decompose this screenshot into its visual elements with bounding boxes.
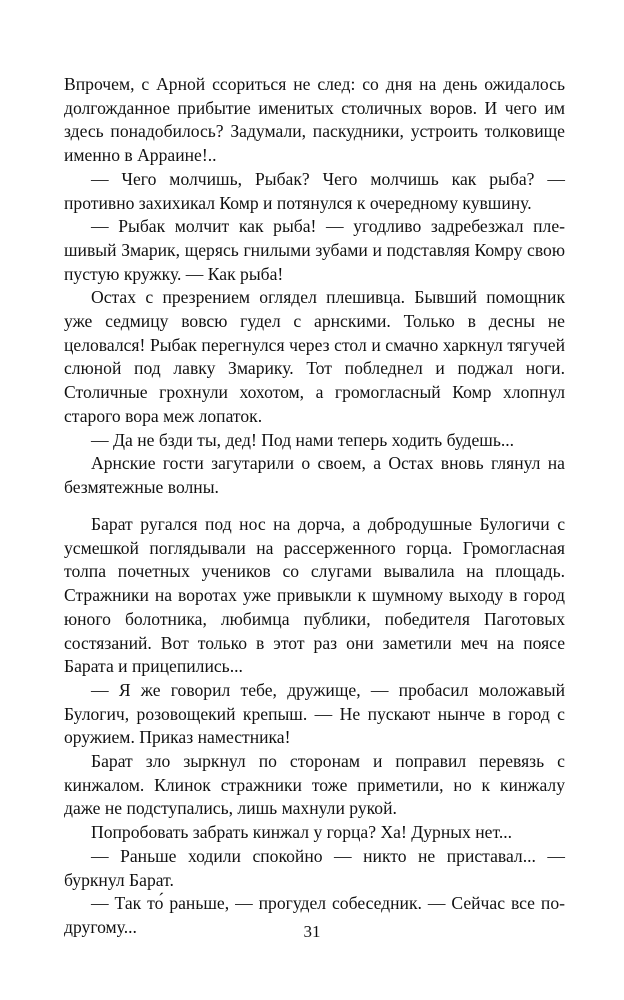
paragraph: — Да не бзди ты, дед! Под нами теперь ходить будешь... (91, 429, 515, 450)
text-section-1 (64, 73, 565, 500)
text-section-2 (64, 513, 565, 940)
paragraph: Барат зло зыркнул по сторонам и поправил перевязь с кинжалом. Клинок стражники тоже приметили, но к кинжалу даже не подступались, лишь махнули рукой. (64, 751, 565, 819)
paragraph: Арнские гости загутарили о своем, а Остах вновь глянул на безмятежные волны. (64, 453, 565, 497)
paragraph: — Так то́ раньше, — прогудел собеседник. — Сейчас все по-другому... (64, 893, 565, 937)
paragraph: — Чего молчишь, Рыбак? Чего молчишь как рыба? — противно захихикал Комр и потянулся к очередному кувшину. (64, 168, 565, 213)
paragraph: Попробовать забрать кинжал у горца? Ха! Дурных нет... (91, 822, 513, 843)
paragraph: Остах с презрением оглядел плешивца. Бывший помощник уже седмицу вовсю гудел с арнскими. Только в десны не целовался! Рыбак перегнулся через стол и смачно харкнул тягучей слюной под лавку Змарику. Тот побледнел и поджал ноги. Столичные грохнули хохотом, а громогласный Комр хлопнул старого вора меж лопаток. (64, 287, 565, 426)
paragraph: — Раньше ходили спокойно — никто не приставал... — буркнул Барат. (64, 845, 565, 890)
paragraph: Впрочем, с Арной ссориться не след: со дня на день ожидалось долгожданное прибытие именитых столичных воров. И чего им здесь понадобилось? Задумали, паскудники, устроить толковище именно в Арраине!.. (64, 74, 565, 166)
paragraph: Барат ругался под нос на дорча, а добродушные Булогичи с усмешкой поглядывали на рассерженного горца. Громогласная толпа почетных учеников со слугами вывалила на площадь. Стражники на воротах уже привыкли к шумному выходу в город юного болотника, любимца публики, победителя Паготовых состязаний. Вот только в этот раз они заметили меч на поясе Барата и прицепились... (64, 514, 565, 677)
paragraph: — Рыбак молчит как рыба! — угодливо задребезжал плешивый Змарик, щерясь гнилыми зубами и подставляя Комру свою пустую кружку. — Как рыба! (64, 216, 565, 284)
page-number: 31 (303, 922, 321, 941)
paragraph: — Я же говорил тебе, дружище, — пробасил моложавый Булогич, розовощекий крепыш. — Не пускают нынче в город с оружием. Приказ наместника! (64, 679, 565, 748)
